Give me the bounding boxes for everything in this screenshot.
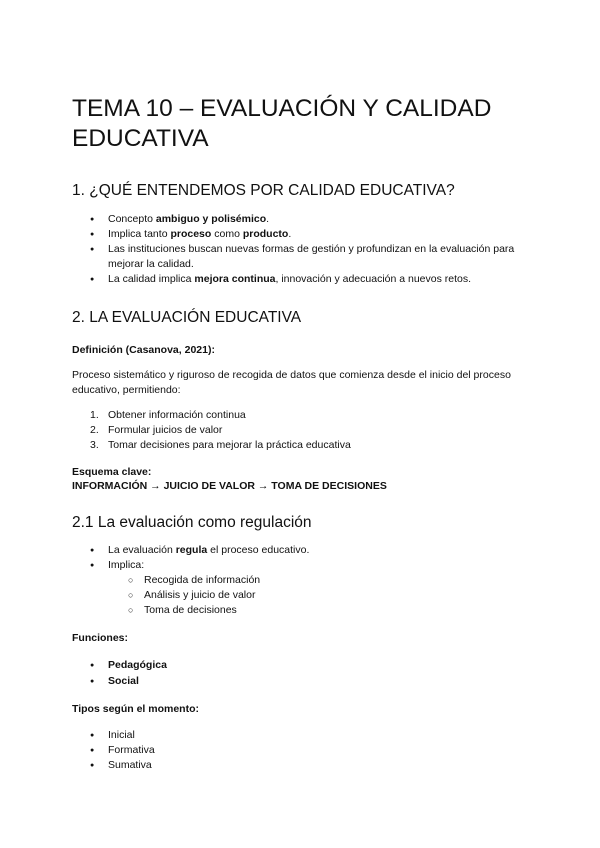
functions-label: Funciones: — [72, 632, 129, 644]
definition-label: Definición (Casanova, 2021): — [72, 344, 215, 356]
sub-list-item: ○ Recogida de información — [144, 573, 524, 588]
list-item-emphasis: regula — [175, 544, 208, 556]
item-text: Tomar decisiones para mejorar la práctica educativa — [108, 439, 351, 451]
section-2-heading: 2. LA EVALUACIÓN EDUCATIVA — [72, 309, 302, 326]
list-item — [108, 543, 528, 558]
document-title: TEMA 10 – EVALUACIÓN Y CALIDAD EDUCATIVA — [72, 95, 492, 152]
item-text: Formular juicios de valor — [108, 424, 223, 436]
numbered-item — [90, 438, 528, 453]
list-item-text: . — [266, 213, 270, 225]
numbered-item — [90, 408, 528, 423]
item-number: 3. — [90, 439, 99, 451]
list-item — [108, 272, 528, 287]
list-item: ● Sumativa — [108, 758, 528, 773]
item-number: 2. — [90, 424, 99, 436]
list-item-text: , innovación y adecuación a nuevos retos. — [275, 273, 472, 285]
list-item-emphasis: producto — [242, 228, 289, 240]
functions-list — [108, 658, 528, 689]
list-item-text: Las instituciones buscan nuevas formas de gestión y profundizan en la evaluación para mejorar la calidad. — [108, 243, 515, 270]
list-item: ● Social — [108, 674, 528, 689]
list-item-text: el proceso educativo. — [207, 544, 310, 556]
list-item: ● Inicial — [108, 728, 528, 743]
list-item — [108, 212, 528, 227]
list-item-text: Implica: — [108, 559, 145, 571]
list-item-emphasis: mejora continua — [194, 273, 276, 285]
types-label: Tipos según el momento: — [72, 703, 199, 715]
list-item-emphasis: ambiguo y polisémico — [155, 213, 267, 225]
list-item — [108, 558, 528, 573]
section-2-1-heading: 2.1 La evaluación como regulación — [72, 514, 312, 531]
list-item-text: Implica tanto — [108, 228, 171, 240]
list-item-text: La calidad implica — [108, 273, 195, 285]
list-item-emphasis: proceso — [170, 228, 212, 240]
sub-list-item: ○ Toma de decisiones — [144, 603, 524, 618]
scheme-label: Esquema clave: — [72, 466, 152, 478]
list-item-text: como — [211, 228, 243, 240]
list-item — [108, 227, 528, 242]
list-item-text: La evaluación — [108, 544, 176, 556]
sub-list-item: ○ Análisis y juicio de valor — [144, 588, 524, 603]
section-1-list — [108, 212, 528, 287]
item-number: 1. — [90, 409, 99, 421]
types-list — [108, 728, 528, 773]
section-1-heading: 1. ¿QUÉ ENTENDEMOS POR CALIDAD EDUCATIVA? — [72, 182, 455, 199]
list-item-text: . — [288, 228, 292, 240]
list-item: ● Formativa — [108, 743, 528, 758]
definition-text: Proceso sistemático y riguroso de recogida de datos que comienza desde el inicio del proceso educativo, permitiendo: — [72, 369, 511, 396]
list-item-text: Concepto — [108, 213, 156, 225]
list-item: ● Pedagógica — [108, 658, 528, 673]
numbered-list — [90, 408, 528, 453]
list-item — [108, 242, 528, 272]
numbered-item — [90, 423, 528, 438]
scheme-text: INFORMACIÓN → JUICIO DE VALOR → TOMA DE DECISIONES — [72, 480, 387, 492]
item-text: Obtener información continua — [108, 409, 246, 421]
regulation-list — [108, 543, 528, 573]
implies-sublist — [144, 573, 524, 618]
